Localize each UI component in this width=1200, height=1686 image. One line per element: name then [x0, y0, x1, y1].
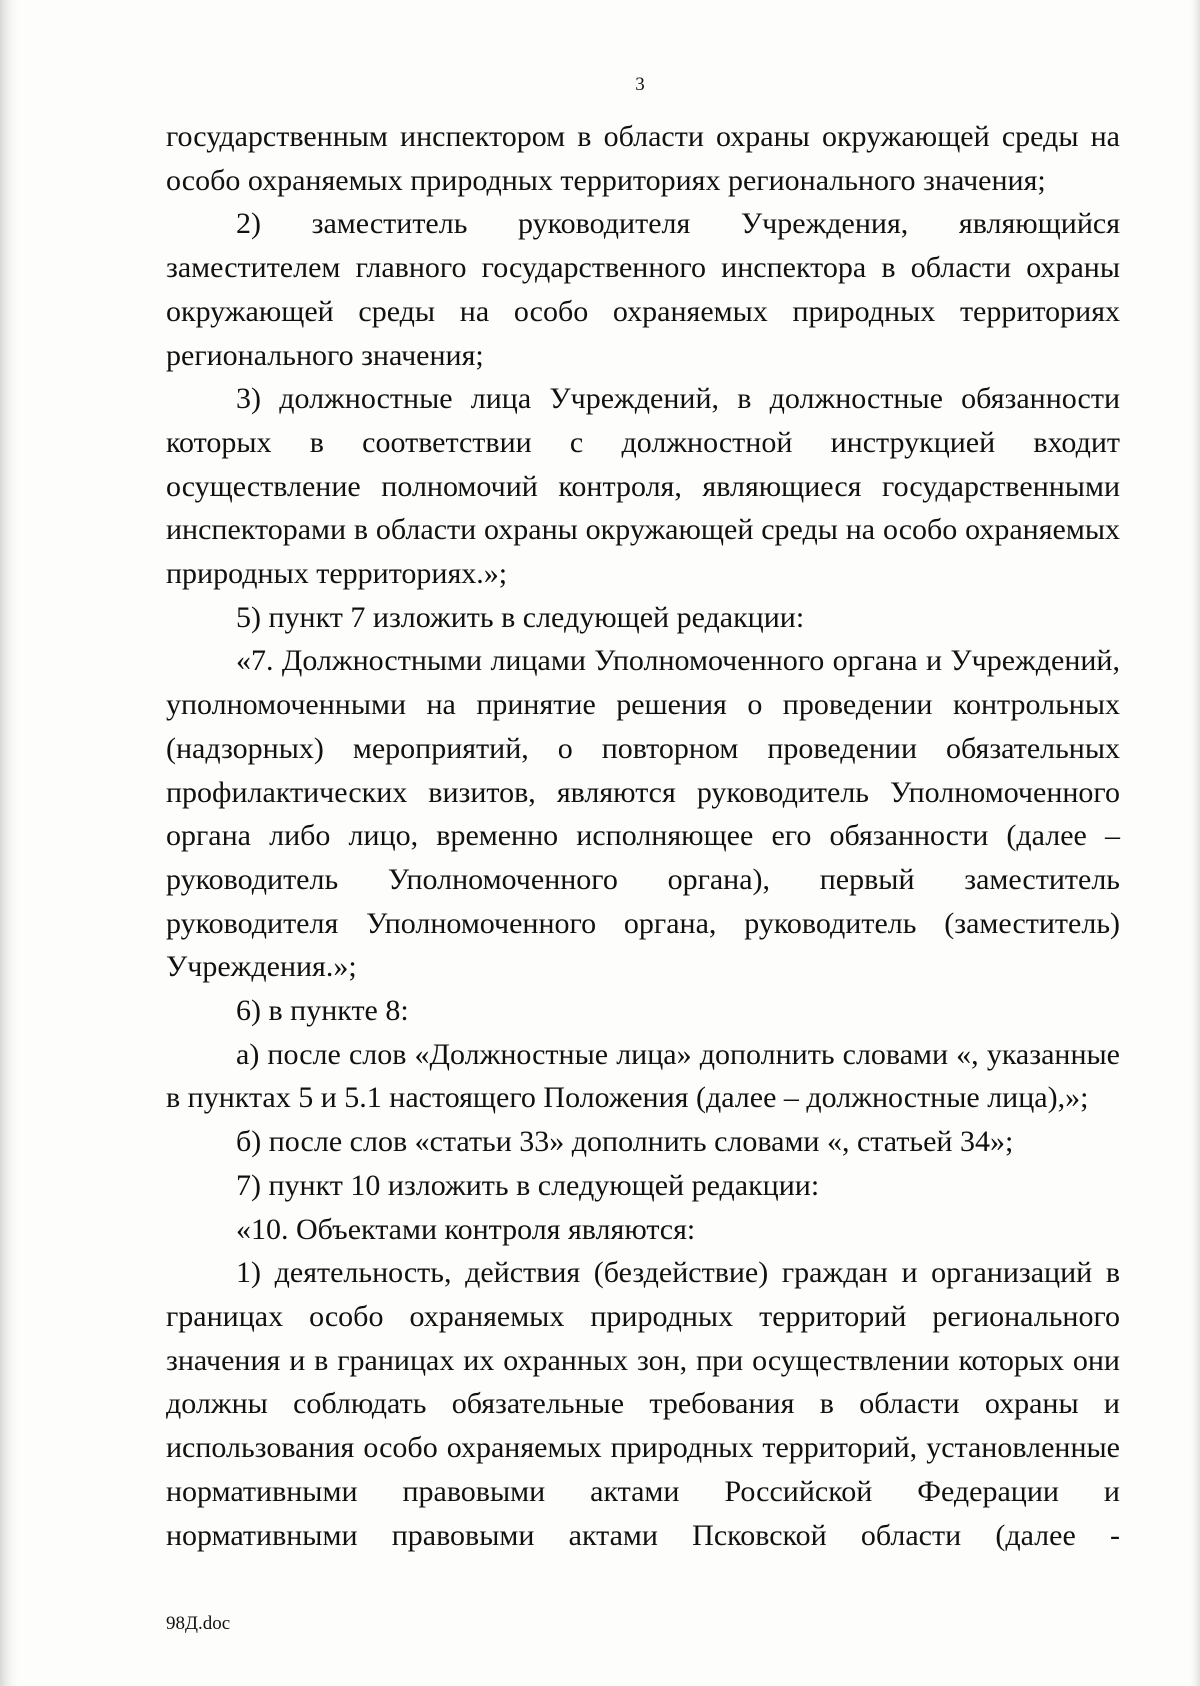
- paragraph-3: 3) должностные лица Учреждений, в должностные обязанности которых в соответствии с должностной инструкцией входит осуществление полномочий контроля, являющиеся государственными инспекторами в области охраны окружающей среды на особо охраняемых природных территориях.»;: [166, 382, 1120, 591]
- paragraph-11: 1) деятельность, действия (бездействие) граждан и организаций в границах особо охраняемых природных территорий регионального значения и в границах их охранных зон, при осуществлении которых они должны соблюдать обязательные требования в области охраны и использования особо охраняемых природных территорий, установленные нормативными правовыми актами Российской Федерации и нормативными правовыми актами Псковской области (далее -: [166, 1256, 1120, 1552]
- paragraph-6: 6) в пункте 8:: [236, 994, 409, 1028]
- paragraph-9: 7) пункт 10 изложить в следующей редакции:: [236, 1168, 820, 1202]
- paragraph-8: б) после слов «статьи 33» дополнить словами «, статьей 34»;: [236, 1125, 1014, 1159]
- paragraph-7: а) после слов «Должностные лица» дополнить словами «, указанные в пунктах 5 и 5.1 настоящего Положения (далее – должностные лица),»;: [166, 1037, 1120, 1115]
- page-number: 3: [635, 74, 645, 95]
- paragraph-1: государственным инспектором в области охраны окружающей среды на особо охраняемых природных территориях регионального значения;: [166, 120, 1120, 197]
- paragraph-2: 2) заместитель руководителя Учреждения, являющийся заместителем главного государственного инспектора в области охраны окружающей среды на особо охраняемых природных территориях регионального значения;: [166, 207, 1120, 372]
- file-name-footer: 98Д.doc: [166, 1613, 231, 1634]
- document-body: [166, 115, 1120, 1557]
- scan-edge-left: [0, 0, 18, 1686]
- scan-edge-right: [1190, 0, 1200, 1686]
- paragraph-5: «7. Должностными лицами Уполномоченного органа и Учреждений, уполномоченными на принятие решения о проведении контрольных (надзорных) мероприятий, о повторном проведении обязательных профилактических визитов, являются руководитель Уполномоченного органа либо лицо, временно исполняющее его обязанности (далее – руководитель Уполномоченного органа), первый заместитель руководителя Уполномоченного органа, руководитель (заместитель) Учреждения.»;: [166, 644, 1120, 984]
- paragraph-4: 5) пункт 7 изложить в следующей редакции:: [236, 600, 805, 634]
- paragraph-10: «10. Объектами контроля являются:: [236, 1212, 696, 1246]
